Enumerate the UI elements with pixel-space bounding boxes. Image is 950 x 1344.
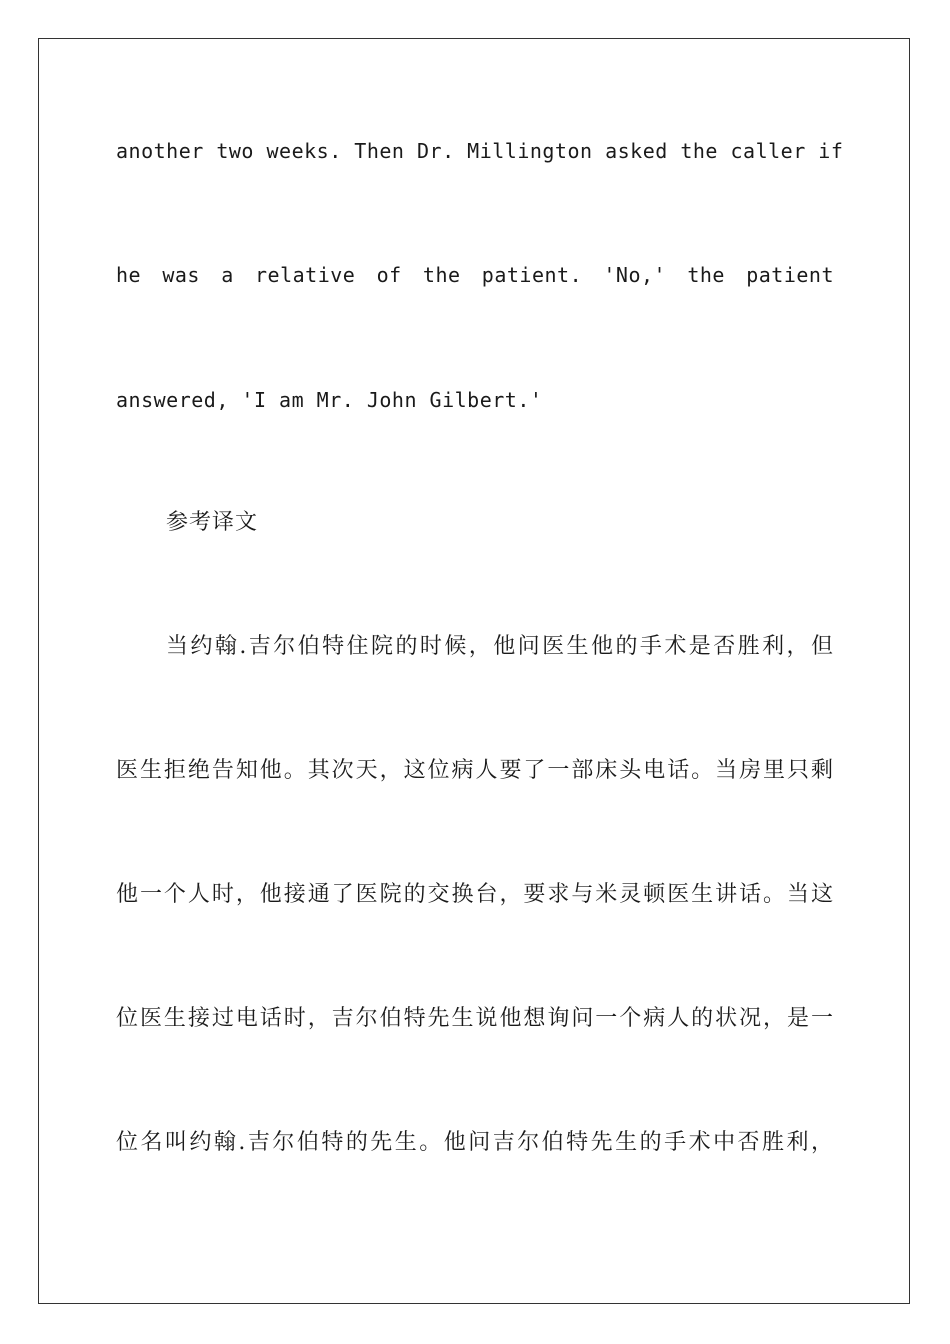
chinese-text-line-5: 位名叫约翰.吉尔伯特的先生。他问吉尔伯特先生的手术中否胜利，: [116, 1130, 834, 1155]
chinese-text-line-1: 当约翰.吉尔伯特住院的时候，他问医生他的手术是否胜利，但: [166, 634, 834, 659]
chinese-text-line-3: 他一个人时，他接通了医院的交换台，要求与米灵顿医生讲话。当这: [116, 882, 834, 907]
chinese-text-line-2: 医生拒绝告知他。其次天，这位病人要了一部床头电话。当房里只剩: [116, 758, 834, 783]
page-border: [38, 38, 910, 1304]
chinese-text-line-4: 位医生接过电话时，吉尔伯特先生说他想询问一个病人的状况，是一: [116, 1006, 834, 1031]
english-text-line-2: he was a relative of the patient. 'No,' the patient: [116, 263, 834, 287]
english-text-line-1: another two weeks. Then Dr. Millington asked the caller if: [116, 139, 844, 163]
translation-heading: 参考译文: [166, 510, 259, 535]
english-text-line-3: answered, 'I am Mr. John Gilbert.': [116, 388, 543, 412]
